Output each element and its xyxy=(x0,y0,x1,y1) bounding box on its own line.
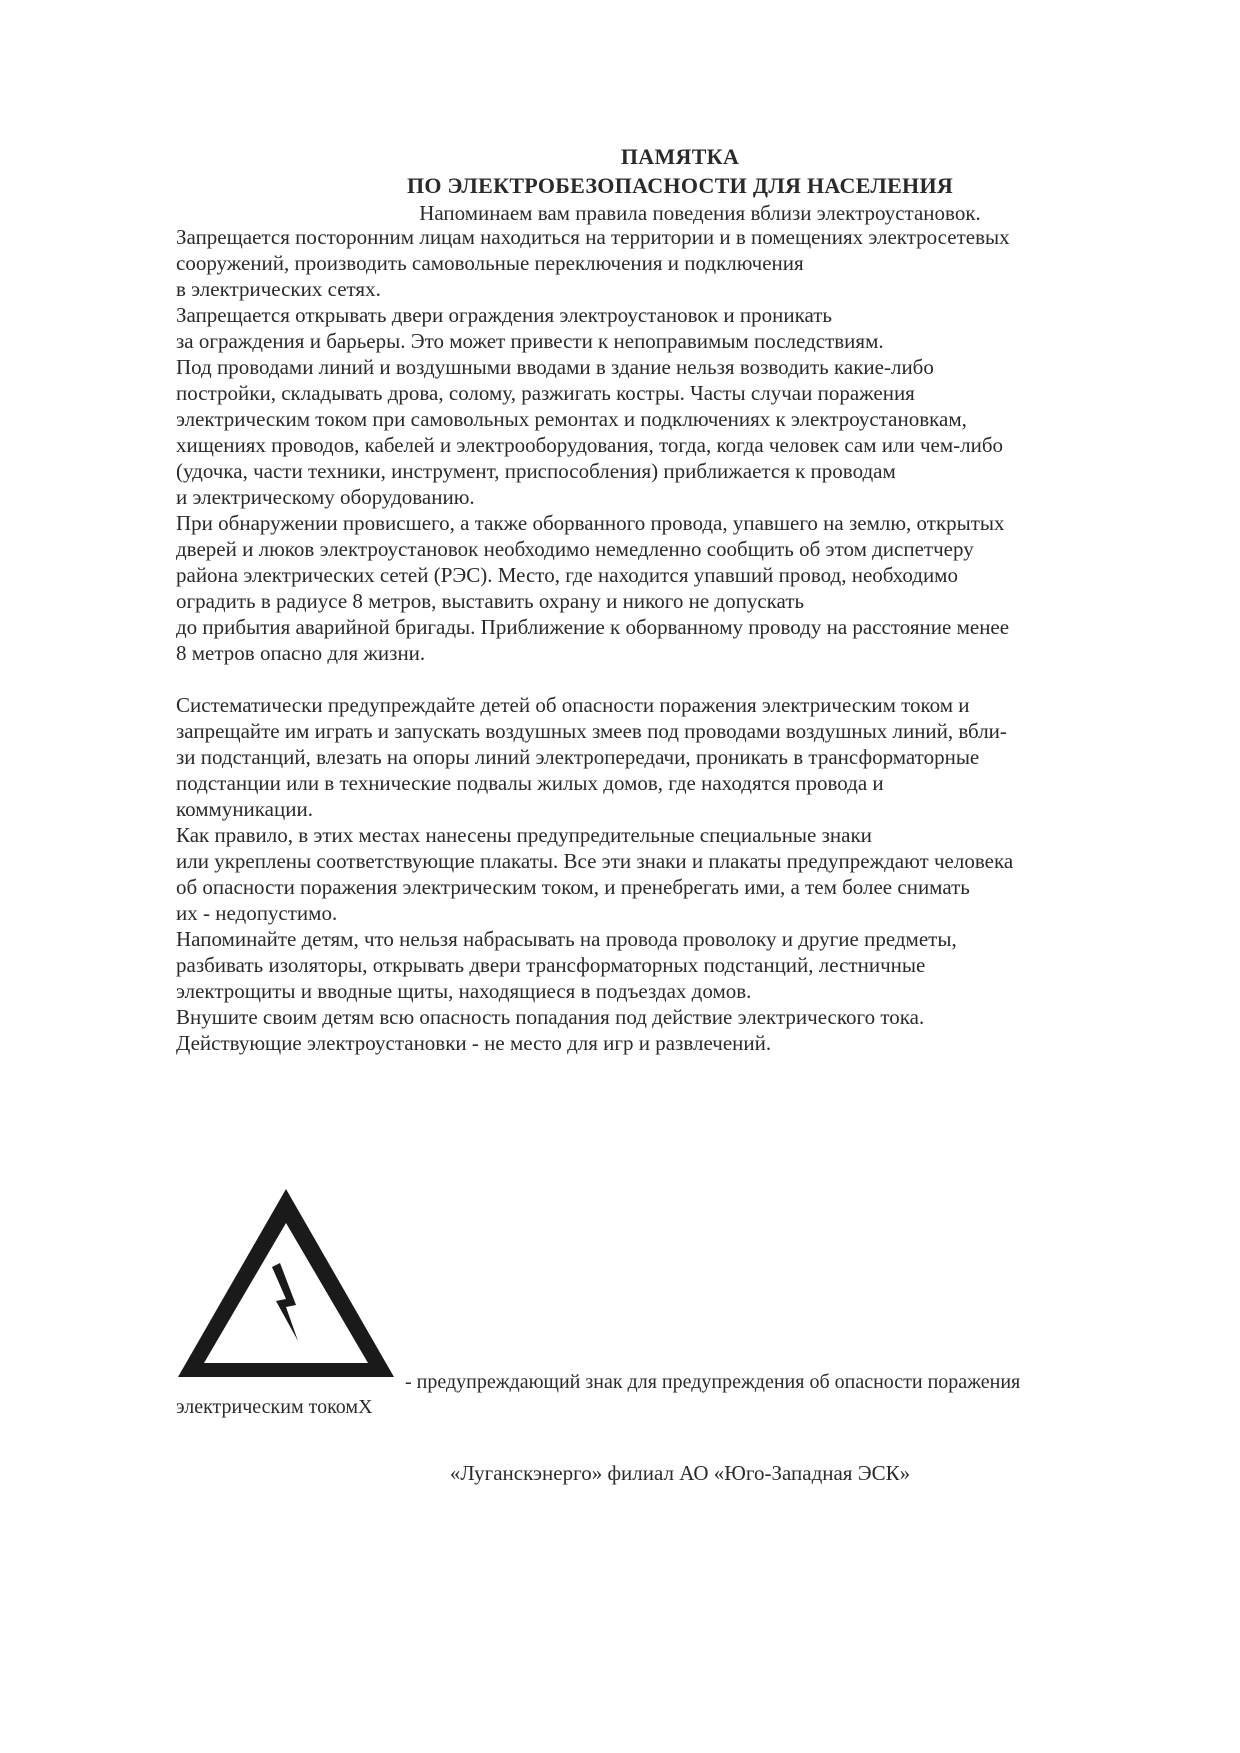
sign-caption-mark: X xyxy=(358,1396,373,1418)
body-line: об опасности поражения электрическим током, и пренебрегать ими, а тем более снимать xyxy=(176,875,970,899)
body-line: запрещайте им играть и запускать воздушных змеев под проводами воздушных линий, вбли- xyxy=(176,719,1007,743)
body-line: до прибытия аварийной бригады. Приближение к оборванному проводу на расстояние менее xyxy=(176,615,1010,639)
body-line: Запрещается посторонним лицам находиться на территории и в помещениях электросетевых xyxy=(176,225,1010,249)
body-line: Под проводами линий и воздушными вводами в здание нельзя возводить какие-либо xyxy=(176,355,934,379)
document-subtitle: Напоминаем вам правила поведения вблизи электроустановок. xyxy=(419,201,981,225)
body-line: и электрическому оборудованию. xyxy=(176,485,475,509)
body-line: электрическим током при самовольных ремонтах и подключениях к электроустановкам, xyxy=(176,407,967,431)
body-line: их - недопустимо. xyxy=(176,901,338,925)
document-footer: «Луганскэнерго» филиал АО «Юго-Западная ЭСК» xyxy=(449,1461,911,1485)
body-line: дверей и люков электроустановок необходимо немедленно сообщить об этом диспетчеру xyxy=(176,537,974,561)
paragraph-gap xyxy=(176,666,1186,692)
body-line: коммуникации. xyxy=(176,797,313,821)
body-line: сооружений, производить самовольные переключения и подключения xyxy=(176,251,804,275)
title-line-1: ПАМЯТКА xyxy=(620,144,740,169)
document-title xyxy=(180,142,1180,200)
title-line-2: ПО ЭЛЕКТРОБЕЗОПАСНОСТИ ДЛЯ НАСЕЛЕНИЯ xyxy=(406,173,954,198)
document-body xyxy=(176,224,1186,1056)
sign-caption-line-2 xyxy=(176,1394,373,1420)
body-line: или укреплены соответствующие плакаты. Все эти знаки и плакаты предупреждают человека xyxy=(176,849,1014,873)
body-line: (удочка, части техники, инструмент, приспособления) приближается к проводам xyxy=(176,459,896,483)
high-voltage-warning-icon xyxy=(172,1183,400,1383)
body-line: электрощиты и вводные щиты, находящиеся в подъездах домов. xyxy=(176,979,752,1003)
body-line: разбивать изоляторы, открывать двери трансформаторных подстанций, лестничные xyxy=(176,953,926,977)
sign-caption-text: электрическим током xyxy=(176,1396,359,1418)
body-line: Как правило, в этих местах нанесены предупредительные специальные знаки xyxy=(176,823,872,847)
body-line: Действующие электроустановки - не место для игр и развлечений. xyxy=(176,1031,772,1055)
body-line: за ограждения и барьеры. Это может привести к непоправимым последствиям. xyxy=(176,329,884,353)
body-line: района электрических сетей (РЭС). Место, где находится упавший провод, необходимо xyxy=(176,563,958,587)
body-line: 8 метров опасно для жизни. xyxy=(176,641,426,665)
body-line: хищениях проводов, кабелей и электрооборудования, тогда, когда человек сам или чем-либо xyxy=(176,433,1004,457)
body-line: Запрещается открывать двери ограждения электроустановок и проникать xyxy=(176,303,833,327)
body-line: Внушите своим детям всю опасность попадания под действие электрического тока. xyxy=(176,1005,925,1029)
body-line: подстанции или в технические подвалы жилых домов, где находятся провода и xyxy=(176,771,884,795)
body-line: При обнаружении провисшего, а также оборванного провода, упавшего на землю, открытых xyxy=(176,511,1005,535)
body-line: в электрических сетях. xyxy=(176,277,381,301)
body-line: Систематически предупреждайте детей об опасности поражения электрическим током и xyxy=(176,693,970,717)
body-line: зи подстанций, влезать на опоры линий электропередачи, проникать в трансформаторные xyxy=(176,745,980,769)
body-line: Напоминайте детям, что нельзя набрасывать на провода проволоку и другие предметы, xyxy=(176,927,957,951)
body-line: оградить в радиусе 8 метров, выставить охрану и никого не допускать xyxy=(176,589,805,613)
sign-caption-line-1: - предупреждающий знак для предупреждения об опасности поражения xyxy=(405,1371,1021,1393)
body-line: постройки, складывать дрова, солому, разжигать костры. Часты случаи поражения xyxy=(176,381,915,405)
